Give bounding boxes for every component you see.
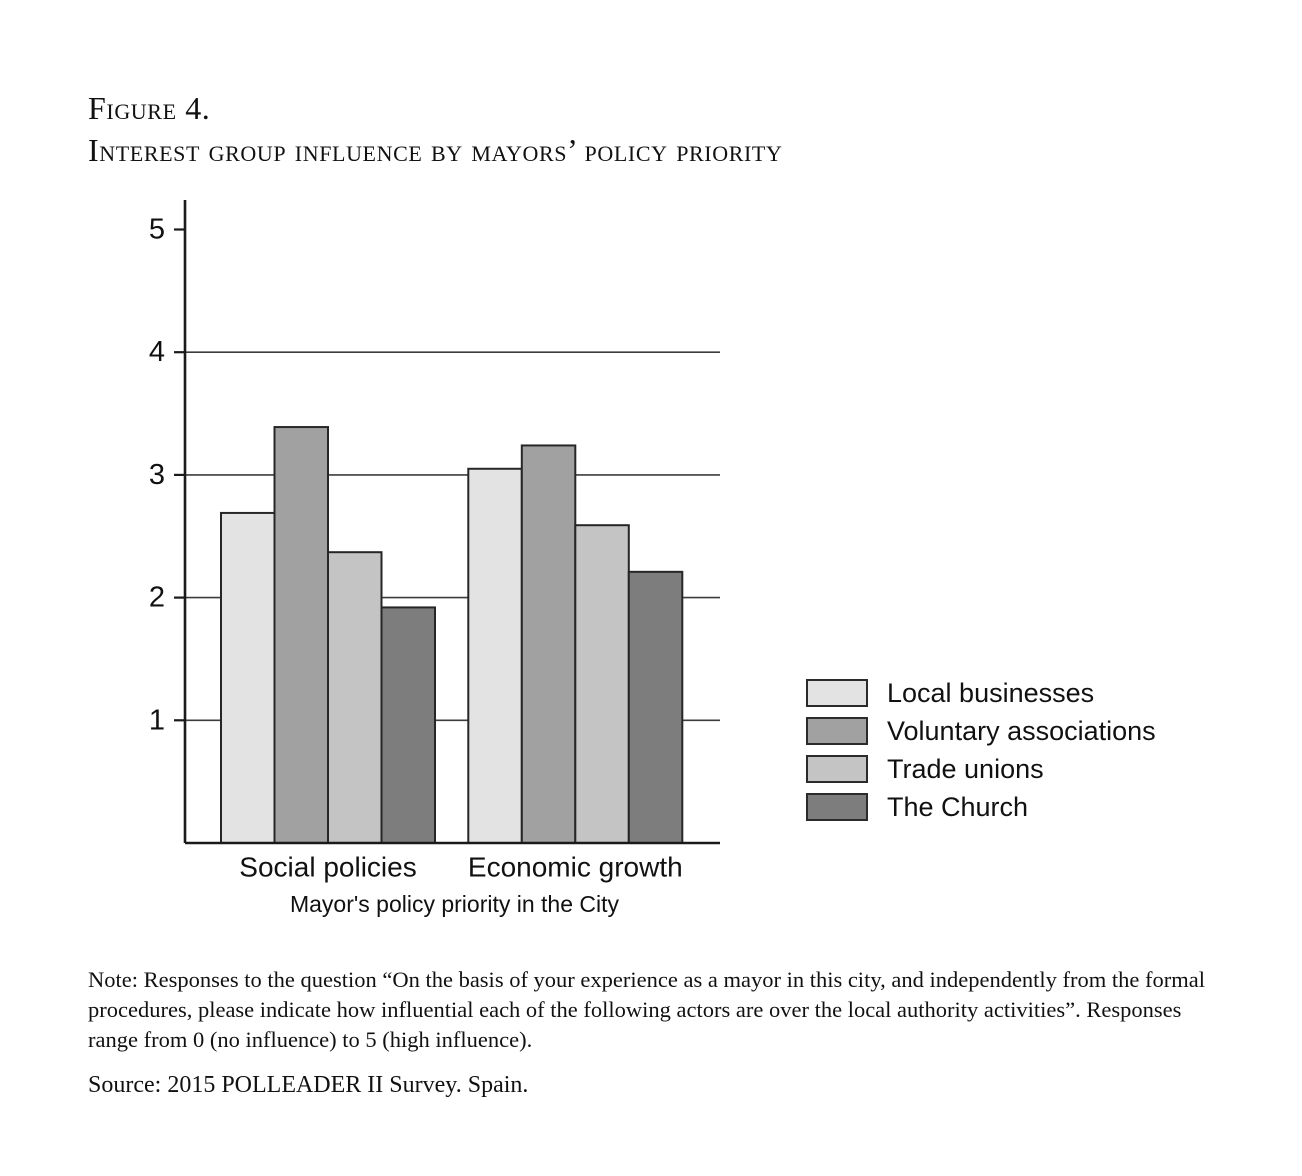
bar [468, 469, 522, 843]
legend-swatch-icon [806, 679, 868, 707]
y-tick-label: 2 [148, 581, 165, 614]
bar [575, 525, 629, 843]
bar [275, 427, 329, 843]
category-label: Social policies [239, 851, 417, 883]
legend-label: The Church [887, 792, 1029, 822]
legend-swatch-icon [806, 793, 868, 821]
figure-label: Figure 4. [88, 90, 211, 126]
bar [629, 572, 683, 843]
category-label: Economic growth [467, 851, 683, 883]
source-text: Source: 2015 POLLEADER II Survey. Spain. [88, 1072, 529, 1098]
legend-item [806, 679, 1156, 707]
y-tick-label: 5 [148, 213, 165, 246]
bar [522, 445, 576, 843]
bar-chart [130, 195, 750, 945]
bar [221, 513, 275, 843]
bar [328, 552, 382, 843]
legend-swatch-icon [806, 755, 868, 783]
legend [806, 679, 1156, 821]
y-tick-label: 3 [148, 458, 165, 491]
legend-item [806, 717, 1156, 745]
bar [382, 607, 436, 843]
y-tick-label: 4 [148, 336, 165, 369]
legend-label: Trade unions [887, 754, 1044, 784]
legend-label: Voluntary associations [887, 716, 1156, 746]
legend-item [806, 793, 1156, 821]
legend-item [806, 755, 1156, 783]
bar-chart-svg [130, 195, 750, 940]
legend-label: Local businesses [887, 678, 1095, 708]
y-tick-label: 1 [148, 704, 165, 737]
legend-swatch-icon [806, 717, 868, 745]
x-axis-title: Mayor's policy priority in the City [289, 891, 620, 917]
figure-title: Interest group influence by mayors’ policy priority [88, 132, 783, 168]
note-text: Note: Responses to the question “On the basis of your experience as a mayor in this city, and independently from the formal procedures, please indicate how influential each of the following actors are over the local authority activities”. Responses range from 0 (no influence) to 5 (high influence). [88, 966, 1206, 1052]
